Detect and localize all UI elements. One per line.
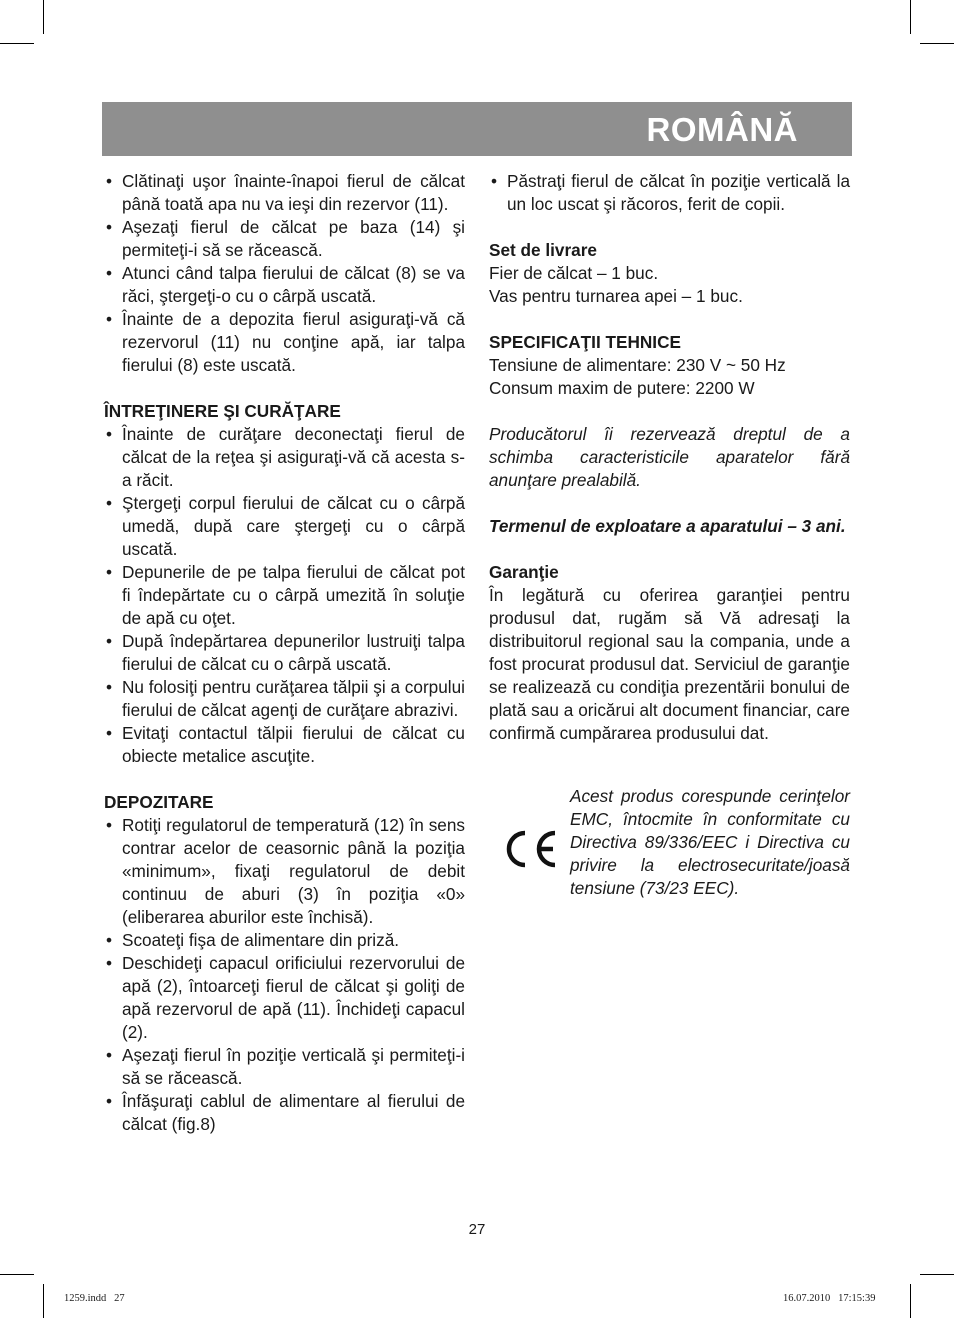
crop-mark <box>910 1284 911 1318</box>
service-life-note: Termenul de exploatare a aparatului – 3 ani. <box>489 516 846 536</box>
warranty-text: În legătură cu oferirea garanţiei pentru produsul dat, rugăm să Vă adresaţi la distribuitorul regional sau la compania, unde a fost procurat produsul dat. Serviciul de garanţie se realizează cu condiţia prezentării bonului de plată sau a oricărui alt document financiar, care confirmă cumpărarea produsului dat. <box>489 585 850 743</box>
compliance-text: Acest produs corespunde cerinţelor EMC, întocmite în conformitate cu Directiva 89/336/EEC i Directiva cu privire la electrosecuritate/joasă tensiune (73/23 EEC). <box>570 786 850 899</box>
manufacturer-notice: Producătorul îi rezervează dreptul de a schimba caracteristicile aparatelor fără anunţare prealabilă. <box>489 424 850 490</box>
list-item: • Clătinaţi uşor înainte-înapoi fierul de călcat până toată apa nu va ieşi din rezervor (11). <box>104 170 465 216</box>
list-item: • După îndepărtarea depunerilor lustruiţi talpa fierului de călcat cu o cârpă uscată. <box>104 630 465 676</box>
list-item: • Aşezaţi fierul în poziţie verticală şi permiteţi-i să se răcească. <box>104 1044 465 1090</box>
maintenance-list <box>104 423 465 768</box>
list-item: • Depunerile de pe talpa fierului de călcat pot fi îndepărtate cu o cârpă umezită în soluţie de apă cu oţet. <box>104 561 465 630</box>
list-item: • Ştergeţi corpul fierului de călcat cu o cârpă umedă, după care ştergeţi cu o cârpă uscată. <box>104 492 465 561</box>
ce-mark-icon <box>503 829 559 869</box>
warranty-heading: Garanţie <box>489 562 559 582</box>
language-title: ROMÂNĂ <box>646 111 798 148</box>
spec-line: Tensiune de alimentare: 230 V ~ 50 Hz <box>489 355 786 375</box>
left-column <box>104 170 465 1136</box>
intro-list <box>104 170 465 377</box>
page-number: 27 <box>468 1221 486 1238</box>
print-timestamp: 16.07.2010 17:15:39 <box>783 1293 876 1304</box>
storage-list <box>104 814 465 1136</box>
list-item: • Înfăşuraţi cablul de alimentare al fierului de călcat (fig.8) <box>104 1090 465 1136</box>
list-item: • Atunci când talpa fierului de călcat (8) se va răci, ştergeţi-o cu o cârpă uscată. <box>104 262 465 308</box>
storage-list-continued <box>489 170 850 216</box>
list-item: • Evitaţi contactul tălpii fierului de călcat cu obiecte metalice ascuţite. <box>104 722 465 768</box>
list-item: • Nu folosiţi pentru curăţarea tălpii şi a corpului fierului de călcat agenţi de curăţare abrazivi. <box>104 676 465 722</box>
language-header-bar <box>102 102 852 156</box>
list-item: • Înainte de curăţare deconectaţi fierul de călcat de la reţea şi asiguraţi-vă că acesta s-a răcit. <box>104 423 465 492</box>
compliance-block <box>489 785 850 900</box>
list-item: • Aşezaţi fierul de călcat pe baza (14) şi permiteţi-i să se răcească. <box>104 216 465 262</box>
list-item: • Înainte de a depozita fierul asiguraţi-vă că rezervorul (11) nu conţine apă, iar talpa fierului (8) este uscată. <box>104 308 465 377</box>
crop-mark <box>910 0 911 34</box>
list-item: • Deschideţi capacul orificiului rezervorului de apă (2), întoarceţi fierul de călcat şi goliţi de apă rezervorul de apă (11). Închideţi capacul (2). <box>104 952 465 1044</box>
crop-mark <box>0 1274 34 1275</box>
delivery-heading: Set de livrare <box>489 240 597 260</box>
list-item: • Păstraţi fierul de călcat în poziţie verticală la un loc uscat şi răcoros, ferit de copii. <box>489 170 850 216</box>
delivery-line: Vas pentru turnarea apei – 1 buc. <box>489 286 743 306</box>
crop-mark <box>0 43 34 44</box>
spec-line: Consum maxim de putere: 2200 W <box>489 378 755 398</box>
list-item: • Scoateţi fişa de alimentare din priză. <box>104 929 465 952</box>
maintenance-heading: ÎNTREŢINERE ŞI CURĂŢARE <box>104 401 341 421</box>
file-label: 1259.indd 27 <box>64 1293 125 1304</box>
crop-mark <box>920 43 954 44</box>
list-item: • Rotiţi regulatorul de temperatură (12) în sens contrar acelor de ceasornic până la poziţia «minimum», fixaţi regulatorul de debit continuu de aburi (3) în poziţia «0» (eliberarea aburilor este închisă). <box>104 814 465 929</box>
delivery-line: Fier de călcat – 1 buc. <box>489 263 659 283</box>
right-column <box>489 170 850 917</box>
crop-mark <box>43 1284 44 1318</box>
crop-mark <box>920 1274 954 1275</box>
crop-mark <box>43 0 44 34</box>
storage-heading: DEPOZITARE <box>104 792 214 812</box>
specs-heading: SPECIFICAŢII TEHNICE <box>489 332 681 352</box>
